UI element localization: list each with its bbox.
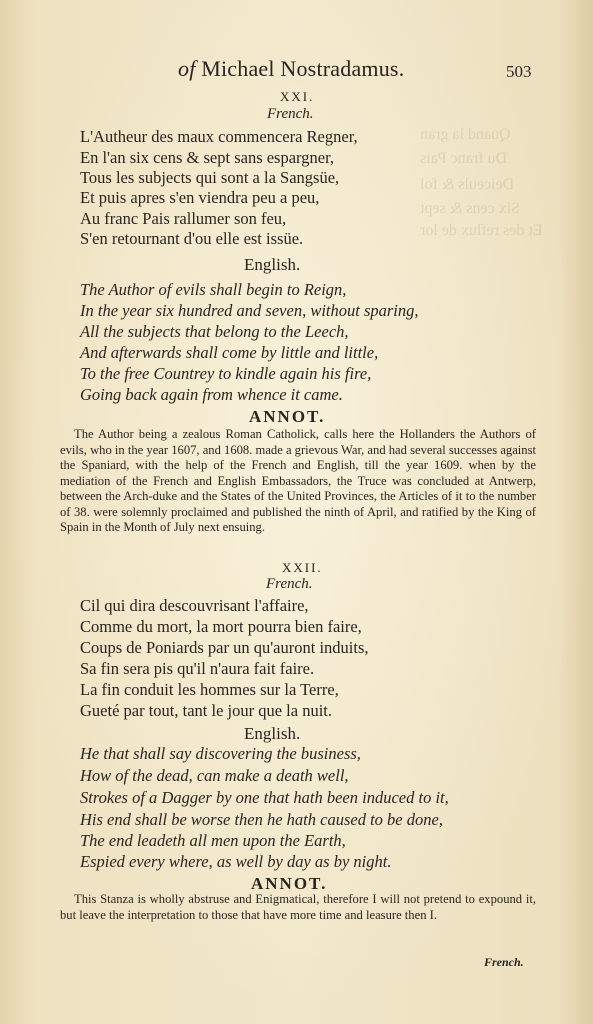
show-through: Deiceuls & fol xyxy=(420,176,515,193)
verse-line: Sa fin sera pis qu'il n'aura fait faire. xyxy=(80,659,315,678)
verse-line: Gueté par tout, tant le jour que la nuit. xyxy=(80,701,333,720)
page-number: 503 xyxy=(506,62,532,81)
french-heading: French. xyxy=(267,106,314,122)
verse-line: The end leadeth all men upon the Earth, xyxy=(80,831,346,850)
verse-line: He that shall say discovering the business, xyxy=(80,744,361,763)
verse-line: The Author of evils shall begin to Reign, xyxy=(80,280,347,299)
show-through: Quand la gran xyxy=(420,126,511,143)
verse-line: Cil qui dira descouvrisant l'affaire, xyxy=(80,596,309,615)
show-through: Du franc Pais xyxy=(420,150,508,167)
english-heading: English. xyxy=(244,724,301,743)
verse-line: All the subjects that belong to the Leech, xyxy=(80,322,349,341)
english-heading: English. xyxy=(244,255,301,274)
verse-line: Au franc Pais rallumer son feu, xyxy=(80,209,287,228)
verse-line: Coups de Poniards par un qu'auront induits, xyxy=(80,638,369,657)
annotation-paragraph: This Stanza is wholly abstruse and Enigmatical, therefore I will not pretend to expound it, but leave the interpretation to those that have more time and leasure then I. xyxy=(60,892,536,922)
verse-line: How of the dead, can make a death well, xyxy=(80,766,349,785)
french-heading: French. xyxy=(266,576,313,592)
quatrain-number: XXII. xyxy=(282,560,323,575)
annotation-paragraph: The Author being a zealous Roman Catholick, calls here the Hollanders the Authors of evils, who in the year 1607, and 1608. made a grievous War, and had several successes against the Spaniard, with the help of the French and English, till the year 1609. when by the mediation of the French and English Embassadors, the Truce was concluded at Antwerp, between the Arch-duke and the States of the United Provinces, the Articles of it to the number of 38. were solemnly proclaimed and published the ninth of April, and ratified by the King of Spain in the Month of July next ensuing. xyxy=(60,427,536,534)
show-through: Et des reflux de lor xyxy=(420,222,543,239)
verse-line: And afterwards shall come by little and little, xyxy=(80,343,379,362)
annot-heading: ANNOT. xyxy=(249,407,326,426)
verse-line: En l'an six cens & sept sans espargner, xyxy=(80,148,335,167)
verse-line: La fin conduit les hommes sur la Terre, xyxy=(80,680,339,699)
annot-heading: ANNOT. xyxy=(251,874,328,893)
catchword: French. xyxy=(484,955,524,969)
verse-line: Going back again from whence it came. xyxy=(80,385,343,404)
show-through: Six cens & sept xyxy=(420,200,520,217)
quatrain-number: XXI. xyxy=(280,89,315,104)
verse-line: To the free Countrey to kindle again his fire, xyxy=(80,364,372,383)
verse-line: Comme du mort, la mort pourra bien faire, xyxy=(80,617,362,636)
running-head-title: Michael Nostradamus. xyxy=(201,56,405,81)
verse-line: S'en retournant d'ou elle est issüe. xyxy=(80,229,304,248)
verse-line: Strokes of a Dagger by one that hath been induced to it, xyxy=(80,788,449,807)
verse-line: Et puis apres s'en viendra peu a peu, xyxy=(80,188,320,207)
running-head-prefix: of xyxy=(178,56,196,81)
running-head xyxy=(178,56,404,82)
verse-line: His end shall be worse then he hath caused to be done, xyxy=(80,810,443,829)
verse-line: L'Autheur des maux commencera Regner, xyxy=(80,127,358,146)
verse-line: Espied every where, as well by day as by night. xyxy=(80,852,392,871)
verse-line: Tous les subjects qui sont a la Sangsüe, xyxy=(80,168,340,187)
verse-line: In the year six hundred and seven, without sparing, xyxy=(80,301,419,320)
